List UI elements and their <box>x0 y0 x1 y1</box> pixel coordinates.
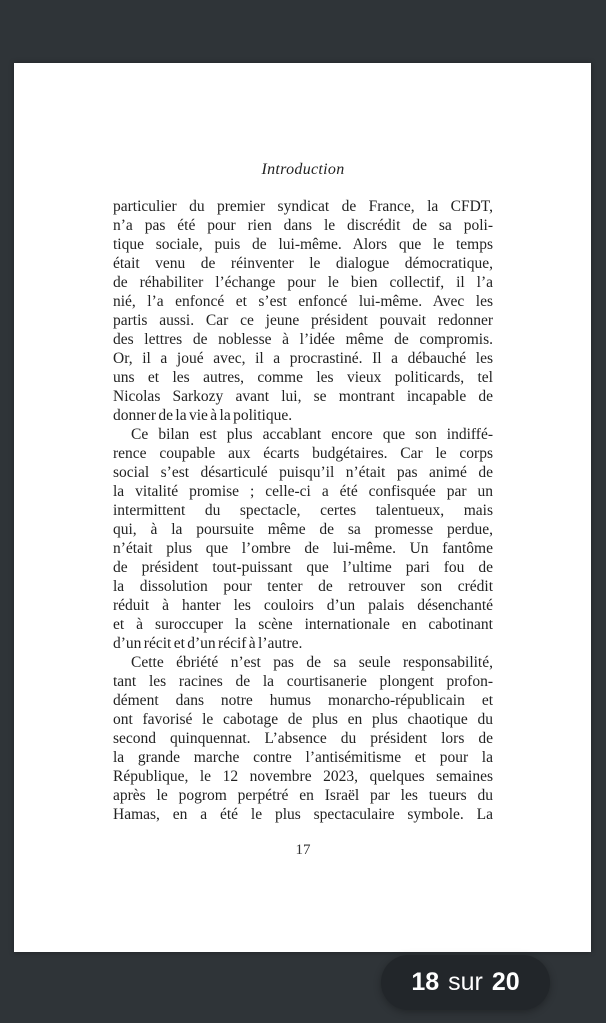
paragraph <box>113 425 493 653</box>
text-line: ont favorisé le cabotage de plus en plus chaotique du <box>113 711 493 728</box>
text-line: tique sociale, puis de lui-même. Alors que le temps <box>113 236 493 253</box>
text-line: de réhabiliter l’échange pour le bien collectif, il l’a <box>113 274 493 291</box>
text-line: la grande marche contre l’antisémitisme et pour la <box>113 749 493 766</box>
text-line: intermittent du spectacle, certes talentueux, mais <box>113 502 493 519</box>
text-line: de président tout-puissant que l’ultime pari fou de <box>113 559 493 576</box>
text-line: la vitalité promise ; celle-ci a été confisquée par un <box>113 483 493 500</box>
progress-separator-label: sur <box>448 968 483 996</box>
text-line: second quinquennat. L’absence du président lors de <box>113 730 493 747</box>
text-line: réduit à hanter les couloirs d’un palais désenchanté <box>113 597 493 614</box>
running-header: Introduction <box>261 161 345 178</box>
text-line: Hamas, en a été le plus spectaculaire symbole. La <box>113 806 493 823</box>
text-line: était venu de réinventer le dialogue démocratique, <box>113 255 493 272</box>
text-line: Or, il a joué avec, il a procrastiné. Il a débauché les <box>113 350 493 367</box>
text-line: des lettres de noblesse à l’idée même de compromis. <box>113 331 493 348</box>
text-line: uns et les autres, comme les vieux politicards, tel <box>113 369 493 386</box>
progress-total-pages: 20 <box>491 968 520 996</box>
text-line: qui, à la poursuite même de sa promesse perdue, <box>113 521 493 538</box>
text-line: la dissolution pour tenter de retrouver son crédit <box>113 578 493 595</box>
text-line: République, le 12 novembre 2023, quelques semaines <box>113 768 493 785</box>
paragraph <box>113 653 493 824</box>
text-line: rence coupable aux écarts budgétaires. Car le corps <box>113 445 493 462</box>
text-line: nié, l’a enfoncé et s’est enfoncé lui-même. Avec les <box>113 293 493 310</box>
text-line: tant les racines de la courtisanerie plongent profon- <box>113 673 493 690</box>
text-line: Ce bilan est plus accablant encore que son indiffé- <box>131 426 493 443</box>
book-page[interactable] <box>14 63 591 952</box>
text-line: Cette ébriété n’est pas de sa seule responsabilité, <box>131 654 493 671</box>
page-number: 17 <box>295 842 311 858</box>
body-text-block <box>113 197 493 824</box>
page-progress-badge[interactable] <box>381 955 550 1010</box>
text-line: n’était plus que l’ombre de lui-même. Un fantôme <box>113 540 493 557</box>
text-line: Nicolas Sarkozy avant lui, se montrant incapable de <box>113 388 493 405</box>
progress-current-page: 18 <box>411 968 440 996</box>
text-line: et à suroccuper la scène internationale en cabotinant <box>113 616 493 633</box>
text-line: particulier du premier syndicat de France, la CFDT, <box>113 198 493 215</box>
text-line: donner de la vie à la politique. <box>113 407 293 424</box>
text-line: après le pogrom perpétré en Israël par les tueurs du <box>113 787 493 804</box>
text-line: d’un récit et d’un récif à l’autre. <box>113 635 303 652</box>
paragraph <box>113 197 493 425</box>
text-line: social s’est désarticulé puisqu’il n’était pas animé de <box>113 464 493 481</box>
text-line: n’a pas été pour rien dans le discrédit de sa poli- <box>113 217 493 234</box>
text-line: partis aussi. Car ce jeune président pouvait redonner <box>113 312 493 329</box>
text-line: dément dans notre humus monarcho-républicain et <box>113 692 493 709</box>
